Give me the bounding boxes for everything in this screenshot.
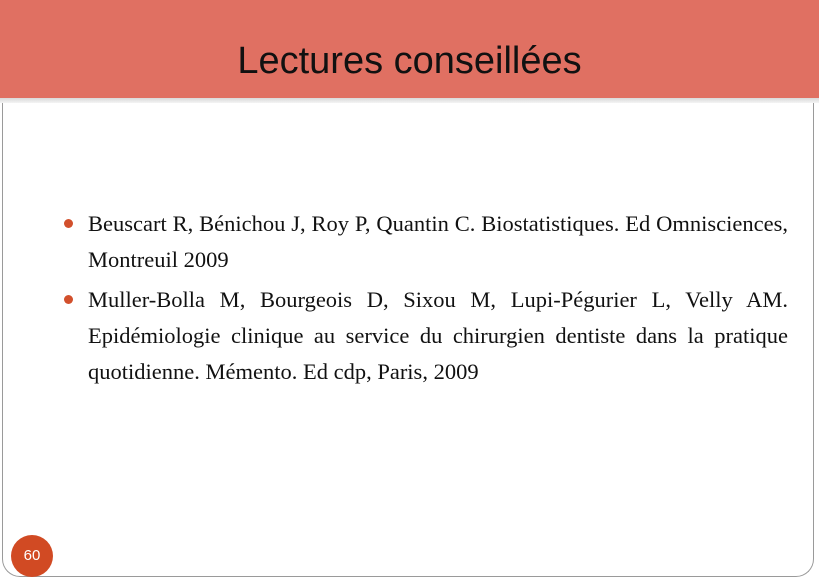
page-number-badge: 60 xyxy=(11,535,53,577)
reference-item xyxy=(64,282,788,390)
references-list xyxy=(64,206,788,394)
slide-title: Lectures conseillées xyxy=(237,40,582,82)
reference-text: Muller-Bolla M, Bourgeois D, Sixou M, Lupi-Pégurier L, Velly AM. Epidémiologie clinique au service du chirurgien dentiste dans la pratique quotidienne. Mémento. Ed cdp, Paris, 2009 xyxy=(88,287,788,384)
reference-text: Beuscart R, Bénichou J, Roy P, Quantin C. Biostatistiques. Ed Omnisciences, Montreuil 2009 xyxy=(88,211,788,272)
bullet-dot-icon xyxy=(64,295,73,304)
reference-item xyxy=(64,206,788,278)
bullet-dot-icon xyxy=(64,219,73,228)
